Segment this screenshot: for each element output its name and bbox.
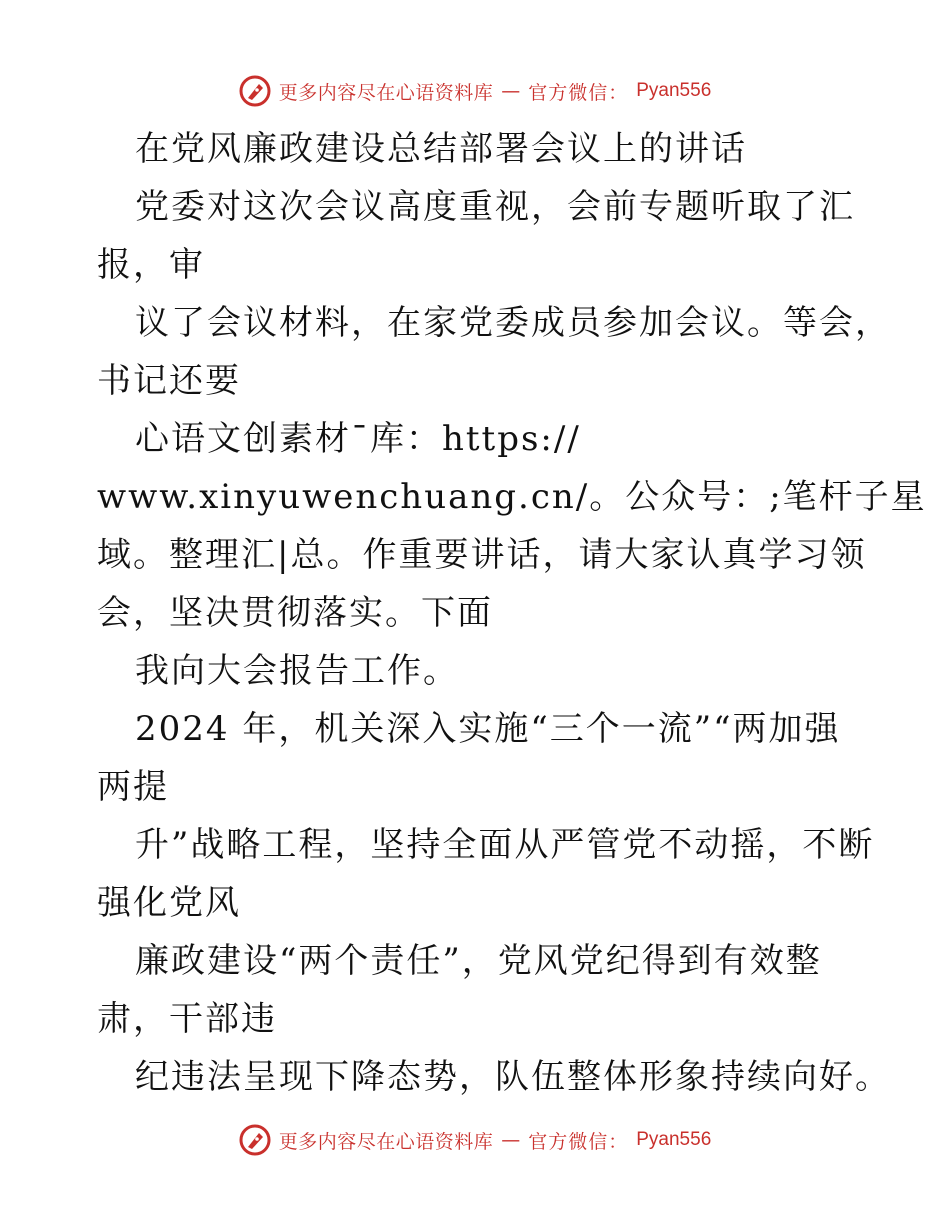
watermark-dash: — — [501, 80, 521, 102]
text-line: 书记还要 — [97, 361, 241, 401]
watermark-wechat-id: Pyan556 — [636, 1129, 712, 1150]
header-watermark — [0, 71, 950, 111]
text-line: 升”战略工程，坚持全面从严管党不动摇，不断 — [135, 825, 875, 865]
footer-watermark — [0, 1120, 950, 1160]
text-line: 我向大会报告工作。 — [135, 651, 459, 691]
text-line: 报，审 — [97, 245, 205, 285]
text-line: 强化党风 — [97, 883, 241, 923]
text-line: 两提 — [97, 767, 169, 807]
watermark-main-text: 更多内容尽在心语资料库 — [278, 1130, 494, 1153]
text-line: www.xinyuwenchuang.cn/。公众号：;笔杆子星 — [97, 477, 927, 517]
text-line: 廉政建设“两个责任”，党风党纪得到有效整 — [135, 941, 822, 981]
text-line: 2024 年，机关深入实施“三个一流”“两加强 — [135, 709, 841, 749]
watermark-wechat-label: 官方微信： — [528, 81, 629, 104]
text-line: 肃，干部违 — [97, 999, 277, 1039]
pen-nib-logo-icon — [239, 75, 271, 107]
text-line: 心语文创素材¯库：https:// — [135, 419, 581, 459]
text-line: 党委对这次会议高度重视，会前专题听取了汇 — [135, 187, 855, 227]
watermark-wechat-label: 官方微信： — [528, 1130, 629, 1153]
document-title: 在党风廉政建设总结部署会议上的讲话 — [135, 129, 747, 169]
watermark-main-text: 更多内容尽在心语资料库 — [278, 81, 494, 104]
text-line: 纪违法呈现下降态势，队伍整体形象持续向好。 — [135, 1057, 891, 1097]
watermark-wechat-id: Pyan556 — [636, 80, 712, 101]
text-line: 议了会议材料，在家党委成员参加会议。等会， — [135, 303, 891, 343]
pen-nib-logo-icon — [239, 1124, 271, 1156]
watermark-dash: — — [501, 1129, 521, 1151]
text-line: 域。整理汇|总。作重要讲话，请大家认真学习领 — [97, 535, 867, 575]
text-line: 会，坚决贯彻落实。下面 — [97, 593, 493, 633]
document-body — [97, 120, 927, 1106]
